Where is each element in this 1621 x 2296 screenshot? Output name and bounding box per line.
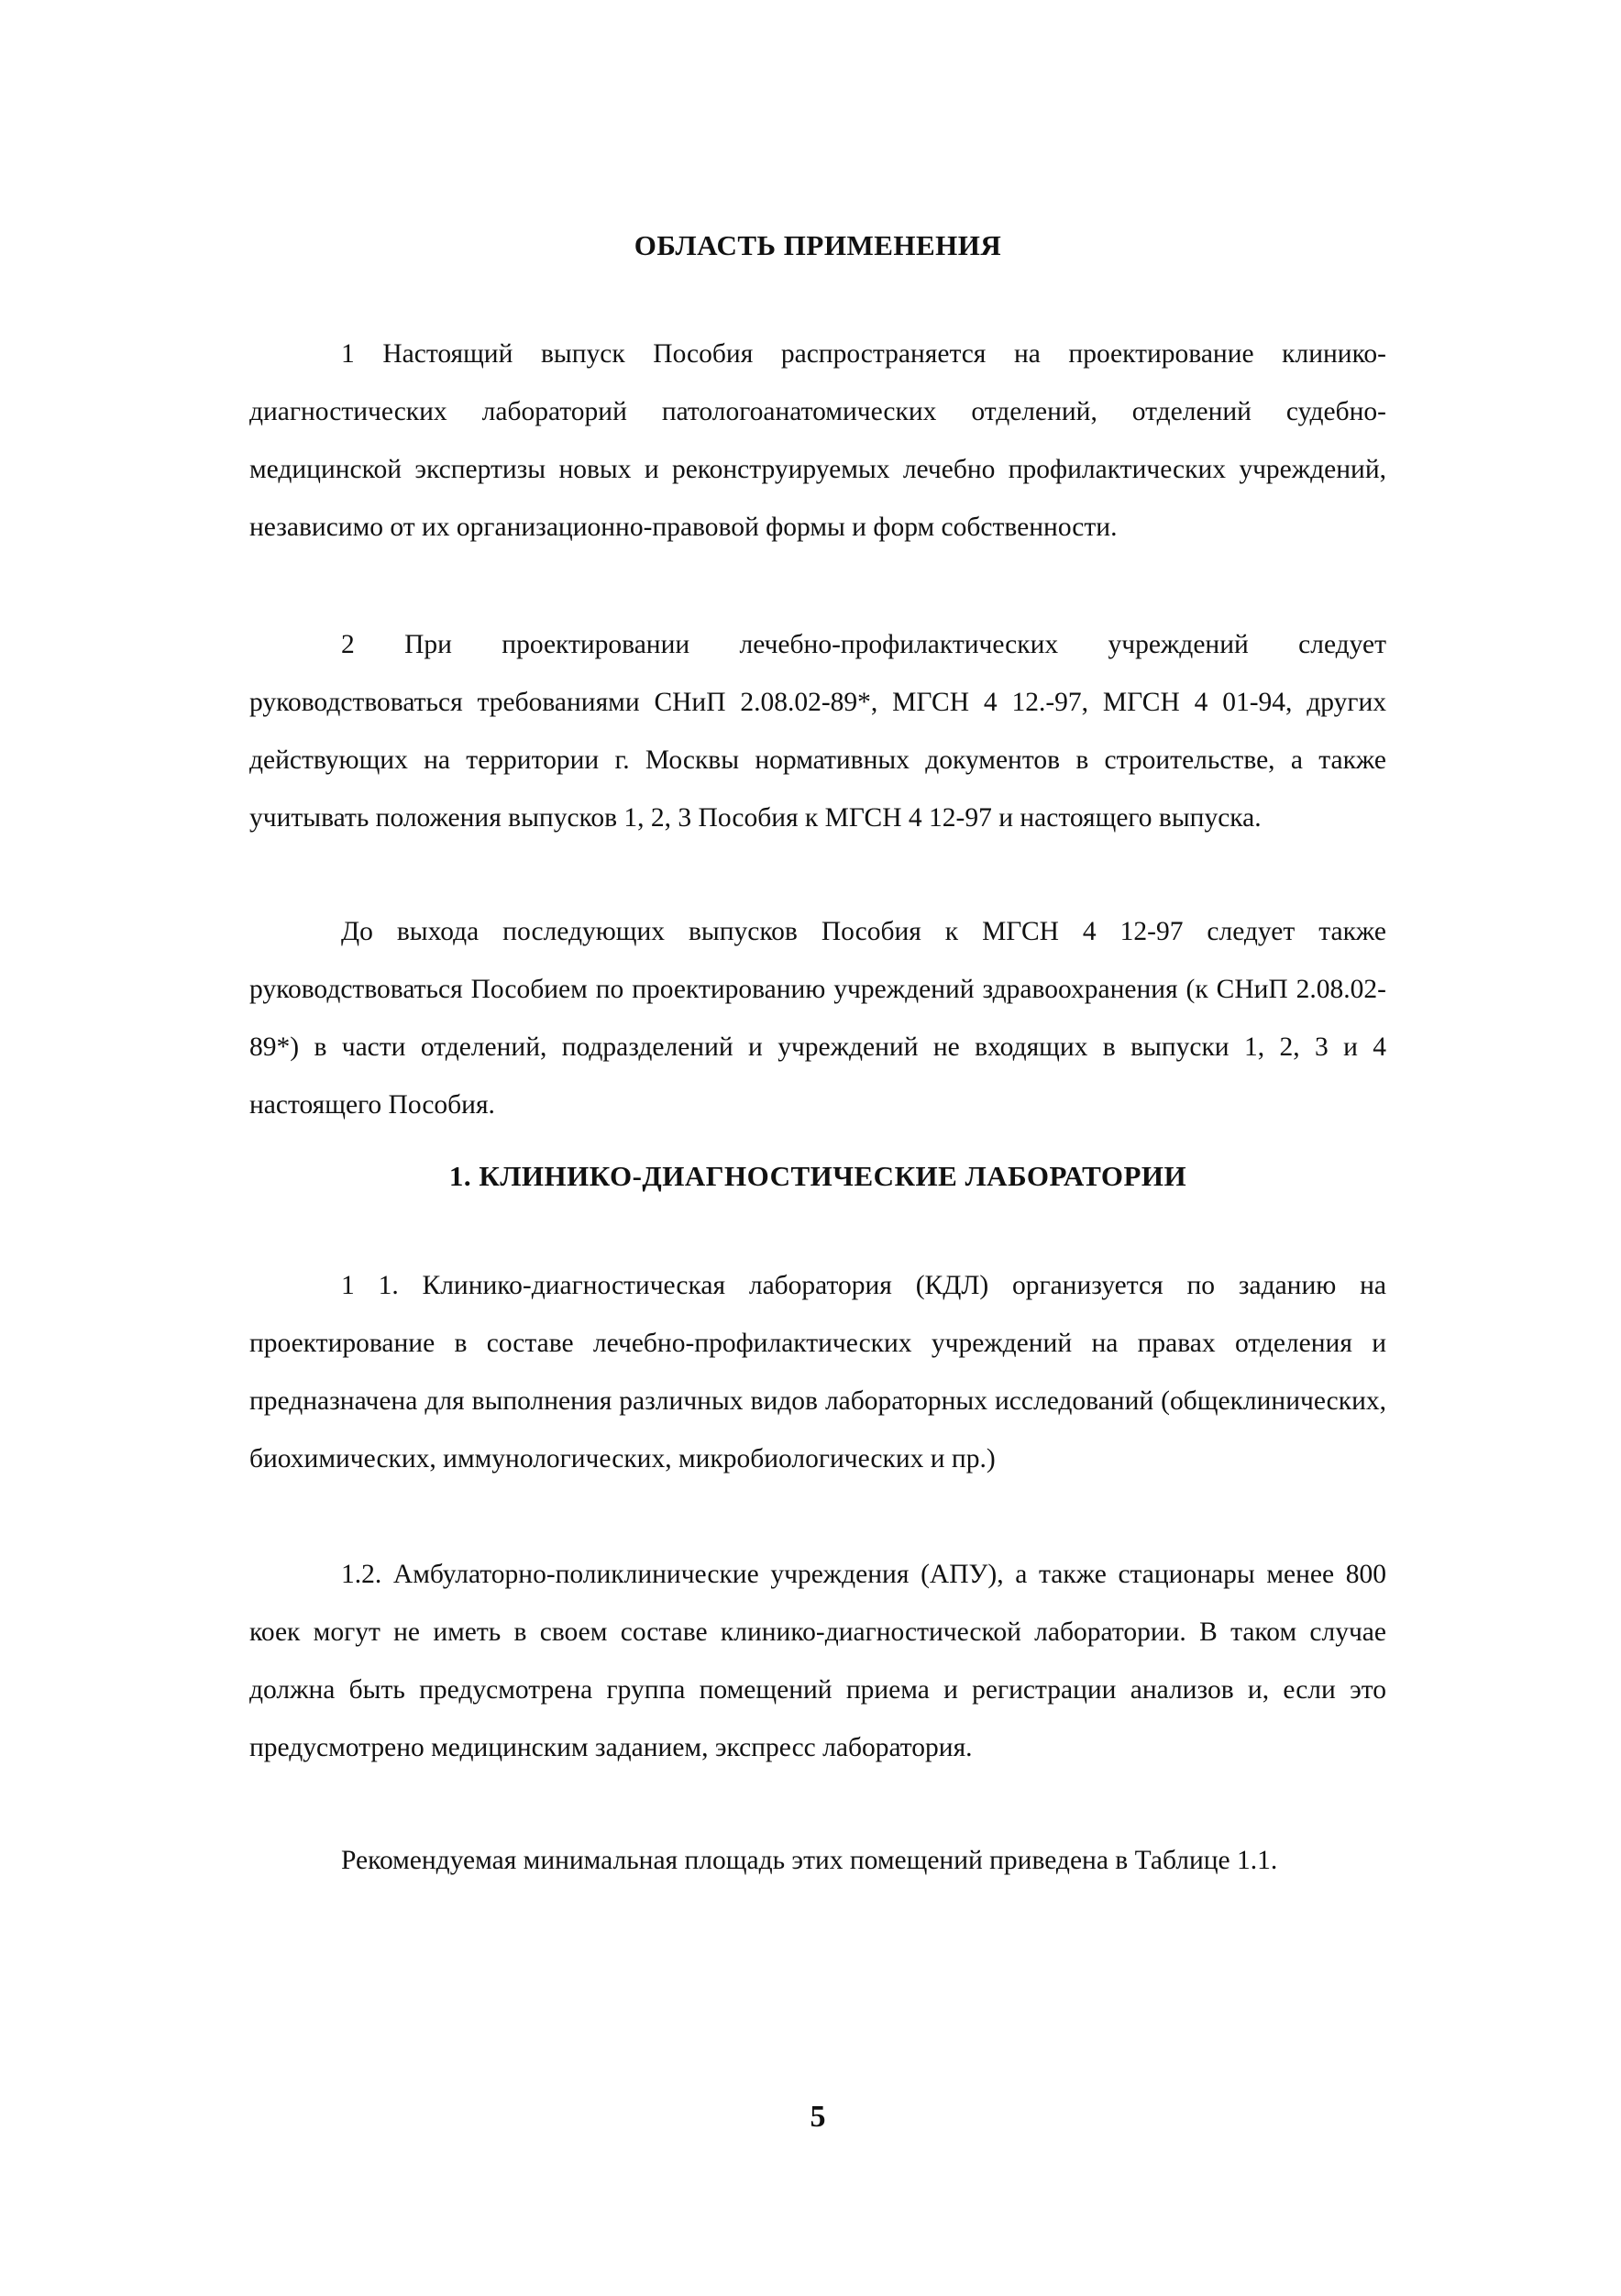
paragraph-scope-2: 2 При проектировании лечебно-профилактических учреждений следует руководствоваться требованиями СНиП 2.08.02-89*, МГСН 4 12.-97, МГСН 4 01-94, других действующих на территории г. Москвы нормативных документов в строительстве, а также учитывать положения выпусков 1, 2, 3 Пособия к МГСН 4 12-97 и настоящего выпуска.: [249, 630, 1386, 833]
paragraph-1-2-continued: Рекомендуемая минимальная площадь этих помещений приведена в Таблице 1.1.: [341, 1846, 1278, 1875]
paragraph-scope-1: 1 Настоящий выпуск Пособия распространяется на проектирование клинико-диагностических лабораторий патологоанатомических отделений, отделений судебно-медицинской экспертизы новых и реконструируемых лечебно профилактических учреждений, независимо от их организационно-правовой формы и форм собственности.: [249, 339, 1386, 542]
section-title-1: 1. КЛИНИКО-ДИАГНОСТИЧЕСКИЕ ЛАБОРАТОРИИ: [448, 1160, 1187, 1192]
paragraph-scope-3: До выхода последующих выпусков Пособия к МГСН 4 12-97 следует также руководствоваться Пособием по проектированию учреждений здравоохранения (к СНиП 2.08.02-89*) в части отделений, подразделений и учреждений не входящих в выпуски 1, 2, 3 и 4 настоящего Пособия.: [249, 917, 1386, 1120]
paragraph-1-1: 1 1. Клинико-диагностическая лаборатория (КДЛ) организуется по заданию на проектирование в составе лечебно-профилактических учреждений на правах отделения и предназначена для выполнения различных видов лабораторных исследований (общеклинических, биохимических, иммунологических, микробиологических и пр.): [249, 1271, 1386, 1474]
paragraph-1-2: 1.2. Амбулаторно-поликлинические учреждения (АПУ), а также стационары менее 800 коек могут не иметь в своем составе клинико-диагностической лаборатории. В таком случае должна быть предусмотрена группа помещений приема и регистрации анализов и, если это предусмотрено медицинским заданием, экспресс лаборатория.: [249, 1560, 1386, 1762]
page-number: 5: [810, 2100, 826, 2134]
section-title-scope: ОБЛАСТЬ ПРИМЕНЕНИЯ: [634, 229, 1002, 261]
